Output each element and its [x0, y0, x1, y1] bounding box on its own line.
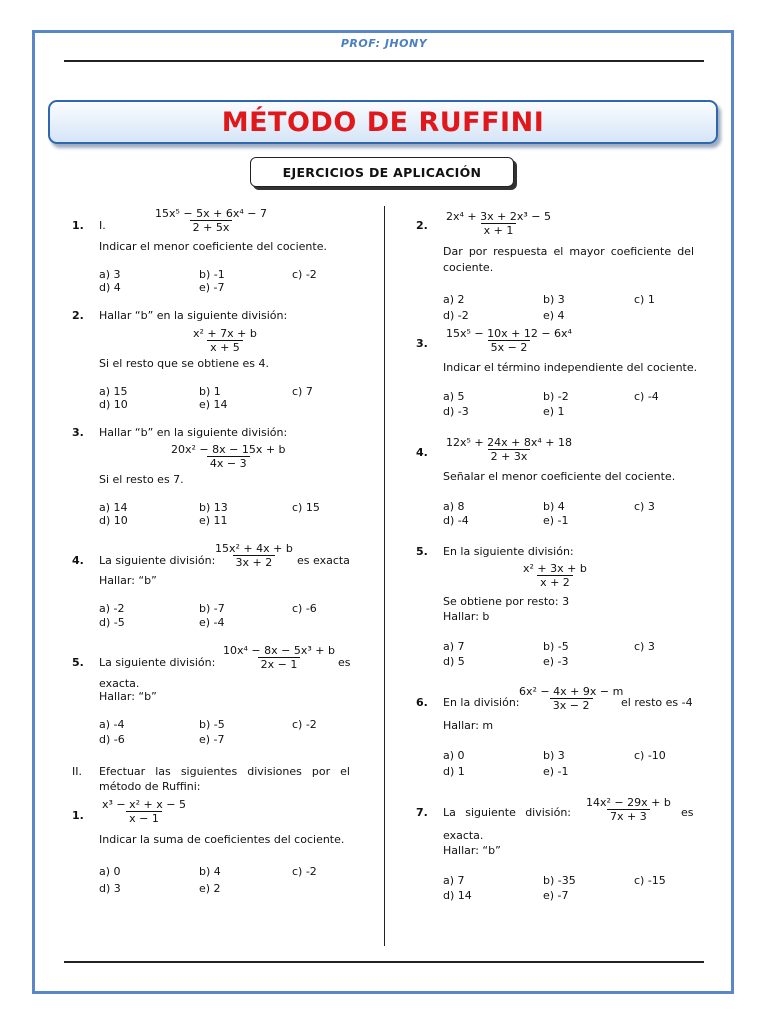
fraction-denominator: x + 5 [207, 340, 243, 354]
option-b: b) -7 [199, 602, 225, 615]
option-d: d) 10 [99, 398, 128, 411]
exercise-number: 5. [72, 656, 84, 669]
option-c: c) -4 [634, 390, 659, 403]
question-lead: La siguiente división: [99, 554, 216, 567]
fraction-denominator: 2x − 1 [258, 657, 301, 671]
question-text: Hallar: b [443, 610, 490, 623]
division-fraction [168, 443, 289, 470]
exercise-number: 3. [416, 337, 428, 350]
exercise-number: 3. [72, 426, 84, 439]
division-fraction [152, 207, 270, 234]
exercise-number: 2. [72, 309, 84, 322]
fraction-numerator: 15x⁵ − 5x + 6x⁴ − 7 [155, 207, 267, 220]
option-d: d) 14 [443, 889, 472, 902]
fraction-denominator: 2 + 5x [190, 220, 233, 234]
option-d: d) 3 [99, 882, 121, 895]
option-b: b) 4 [199, 865, 221, 878]
option-d: d) -3 [443, 405, 469, 418]
option-d: d) -4 [443, 514, 469, 527]
option-c: c) -2 [292, 865, 317, 878]
question-text: Hallar: “b” [99, 690, 157, 703]
fraction-denominator: 3x − 2 [550, 698, 593, 712]
question-text: exacta. [99, 677, 140, 690]
question-text: cociente. [443, 261, 494, 274]
option-b: b) 13 [199, 501, 228, 514]
option-e: e) -3 [543, 655, 569, 668]
option-e: e) -7 [543, 889, 569, 902]
question-text: Hallar: m [443, 719, 494, 732]
option-e: e) 11 [199, 514, 228, 527]
question-text: Hallar: “b” [99, 574, 157, 587]
option-a: a) 3 [99, 268, 121, 281]
option-a: a) 8 [443, 500, 465, 513]
exercise-number: 5. [416, 545, 428, 558]
option-b: b) -2 [543, 390, 569, 403]
exercise-number: 4. [72, 554, 84, 567]
question-tail: el resto es -4 [621, 696, 693, 709]
fraction-denominator: 4x − 3 [207, 456, 250, 470]
option-c: c) -6 [292, 602, 317, 615]
division-fraction [443, 327, 575, 354]
option-a: a) 0 [99, 865, 121, 878]
option-b: b) -5 [199, 718, 225, 731]
question-lead: La siguiente división: [443, 806, 571, 819]
section-roman: I. [99, 219, 106, 232]
fraction-denominator: 7x + 3 [607, 809, 650, 823]
option-a: a) 7 [443, 874, 465, 887]
option-b: b) -35 [543, 874, 576, 887]
question-text: Indicar el menor coeficiente del cociente. [99, 240, 327, 253]
fraction-denominator: x + 1 [481, 223, 517, 237]
question-lead: En la división: [443, 696, 520, 709]
question-text: Se obtiene por resto: 3 [443, 595, 570, 608]
fraction-numerator: 10x⁴ − 8x − 5x³ + b [223, 644, 335, 657]
option-b: b) 3 [543, 749, 565, 762]
option-b: b) 3 [543, 293, 565, 306]
fraction-numerator: 6x² − 4x + 9x − m [519, 685, 624, 698]
question-tail: es [681, 806, 694, 819]
option-a: a) 0 [443, 749, 465, 762]
division-fraction [220, 644, 338, 671]
question-text: Indicar la suma de coeficientes del cociente. [99, 833, 345, 846]
fraction-numerator: x² + 3x + b [523, 562, 587, 575]
option-a: a) 14 [99, 501, 128, 514]
option-d: d) 5 [443, 655, 465, 668]
option-c: c) 7 [292, 385, 313, 398]
option-d: d) -6 [99, 733, 125, 746]
option-d: d) 1 [443, 765, 465, 778]
division-fraction [443, 436, 575, 463]
fraction-denominator: 3x + 2 [233, 555, 276, 569]
exercise-number: 1. [72, 809, 84, 822]
section-roman: II. [72, 765, 82, 778]
question-text: exacta. [443, 829, 484, 842]
question-tail: es [338, 656, 351, 669]
fraction-numerator: 15x² + 4x + b [215, 542, 293, 555]
author-header: PROF: JHONY [340, 37, 428, 50]
option-e: e) -1 [543, 514, 569, 527]
question-lead: La siguiente división: [99, 656, 216, 669]
option-c: c) -10 [634, 749, 666, 762]
fraction-numerator: 12x⁵ + 24x + 8x⁴ + 18 [446, 436, 572, 449]
fraction-denominator: x − 1 [126, 811, 162, 825]
option-c: c) -2 [292, 718, 317, 731]
option-e: e) 2 [199, 882, 221, 895]
option-a: a) -2 [99, 602, 125, 615]
fraction-numerator: x³ − x² + x − 5 [102, 798, 186, 811]
option-a: a) -4 [99, 718, 125, 731]
column-divider [384, 206, 385, 946]
division-fraction [583, 796, 674, 823]
section-instruction: método de Ruffini: [99, 780, 201, 793]
option-d: d) 4 [99, 281, 121, 294]
question-lead: En la siguiente división: [443, 545, 574, 558]
option-b: b) -1 [199, 268, 225, 281]
option-d: d) -2 [443, 309, 469, 322]
division-fraction [212, 542, 296, 569]
option-a: a) 7 [443, 640, 465, 653]
option-b: b) 1 [199, 385, 221, 398]
option-d: d) 10 [99, 514, 128, 527]
exercise-number: 4. [416, 446, 428, 459]
division-fraction [99, 798, 189, 825]
fraction-numerator: 14x² − 29x + b [586, 796, 671, 809]
question-text: Señalar el menor coeficiente del cociente. [443, 470, 676, 483]
option-c: c) 3 [634, 640, 655, 653]
exercise-number: 6. [416, 696, 428, 709]
question-text: Indicar el término independiente del cociente. [443, 361, 698, 374]
option-a: a) 5 [443, 390, 465, 403]
fraction-denominator: 2 + 3x [488, 449, 531, 463]
question-lead: Hallar “b” en la siguiente división: [99, 309, 288, 322]
fraction-numerator: 2x⁴ + 3x + 2x³ − 5 [446, 210, 551, 223]
question-text: Dar por respuesta el mayor coeficiente del [443, 245, 694, 258]
question-text: Hallar: “b” [443, 844, 501, 857]
footer-rule [64, 961, 704, 963]
option-a: a) 2 [443, 293, 465, 306]
section-heading: EJERCICIOS DE APLICACIÓN [250, 157, 514, 187]
exercise-number: 1. [72, 219, 84, 232]
question-tail: es exacta [297, 554, 350, 567]
option-e: e) 1 [543, 405, 565, 418]
option-e: e) -7 [199, 281, 225, 294]
option-a: a) 15 [99, 385, 128, 398]
fraction-numerator: 15x⁵ − 10x + 12 − 6x⁴ [446, 327, 572, 340]
division-fraction [190, 327, 260, 354]
option-c: c) -2 [292, 268, 317, 281]
option-c: c) 3 [634, 500, 655, 513]
option-e: e) -7 [199, 733, 225, 746]
header-rule [64, 60, 704, 62]
option-e: e) -1 [543, 765, 569, 778]
option-e: e) 4 [543, 309, 565, 322]
exercise-number: 7. [416, 806, 428, 819]
option-c: c) 15 [292, 501, 320, 514]
division-fraction [443, 210, 554, 237]
division-fraction [520, 562, 590, 589]
option-d: d) -5 [99, 616, 125, 629]
fraction-numerator: 20x² − 8x − 15x + b [171, 443, 286, 456]
question-lead: Hallar “b” en la siguiente división: [99, 426, 288, 439]
option-b: b) 4 [543, 500, 565, 513]
fraction-denominator: 5x − 2 [488, 340, 531, 354]
page-title: MÉTODO DE RUFFINI [221, 106, 545, 138]
option-b: b) -5 [543, 640, 569, 653]
fraction-denominator: x + 2 [537, 575, 573, 589]
title-banner [48, 100, 718, 144]
option-e: e) 14 [199, 398, 228, 411]
fraction-numerator: x² + 7x + b [193, 327, 257, 340]
question-text: Si el resto es 7. [99, 473, 184, 486]
exercise-number: 2. [416, 219, 428, 232]
section-instruction: Efectuar las siguientes divisiones por el [99, 765, 350, 778]
division-fraction [516, 685, 626, 712]
option-c: c) 1 [634, 293, 655, 306]
option-c: c) -15 [634, 874, 666, 887]
question-text: Si el resto que se obtiene es 4. [99, 357, 269, 370]
option-e: e) -4 [199, 616, 225, 629]
